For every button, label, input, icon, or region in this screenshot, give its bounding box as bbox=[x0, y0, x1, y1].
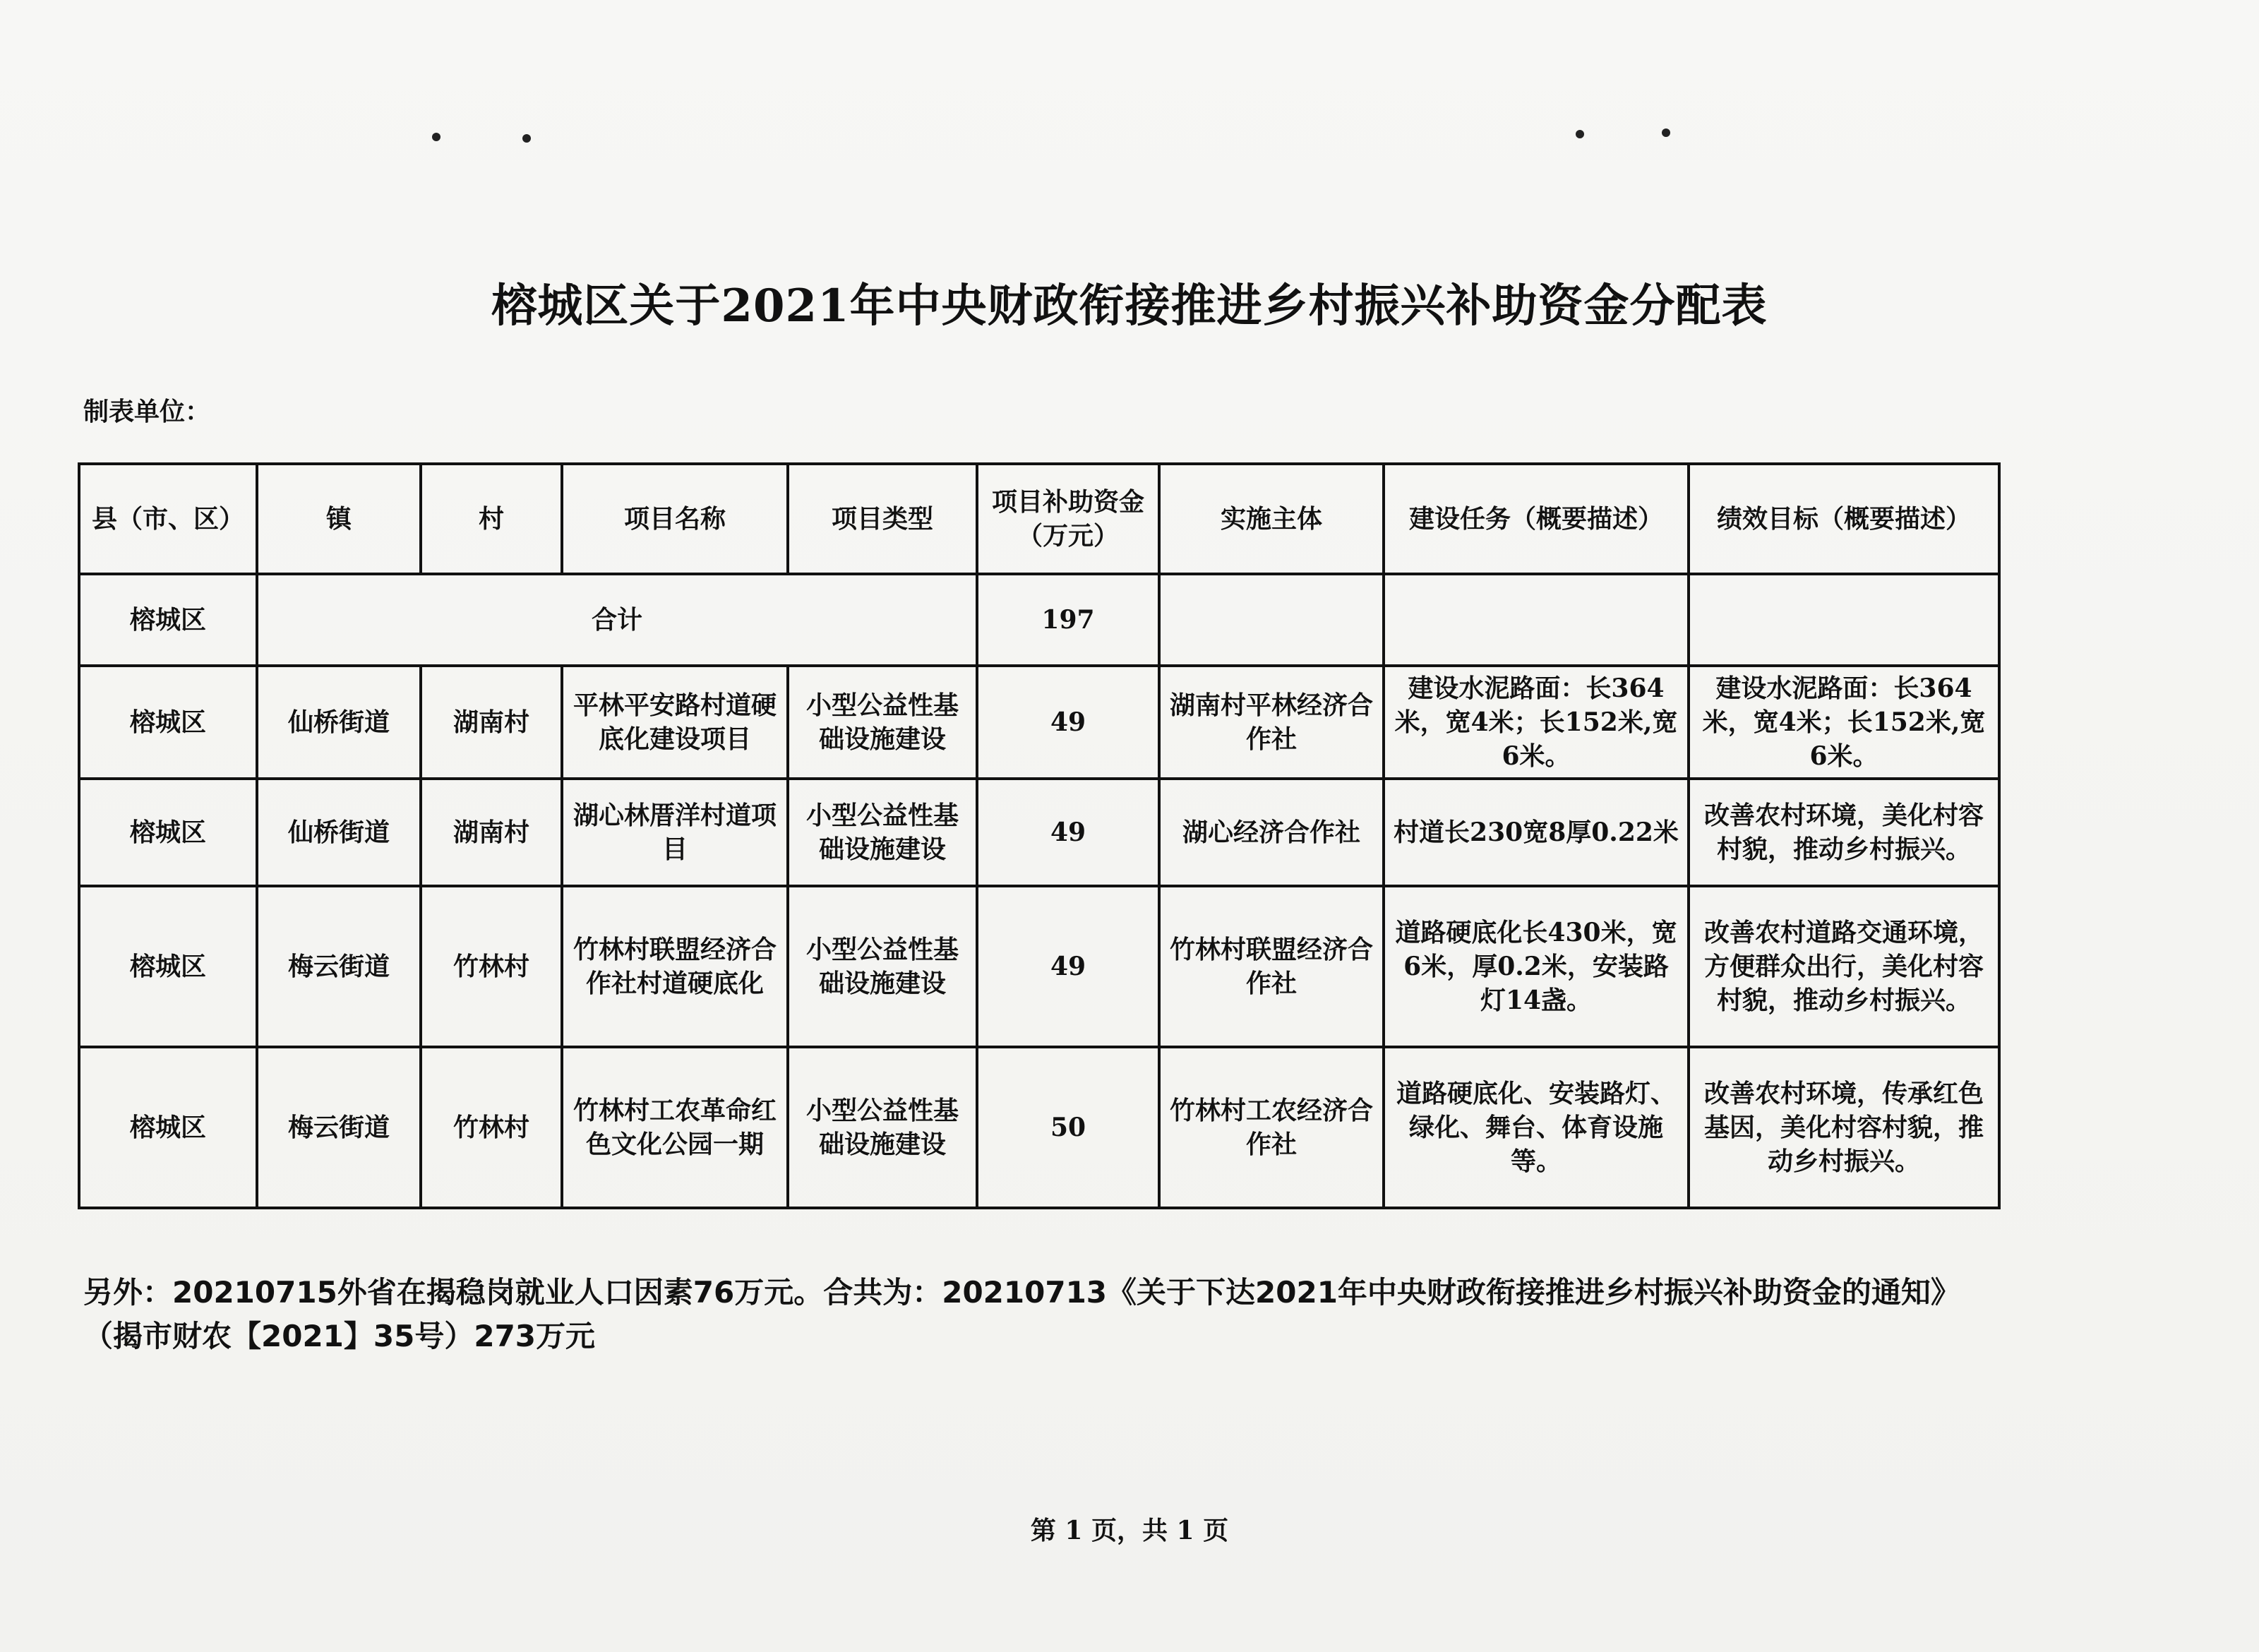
cell-funding: 50 bbox=[977, 1047, 1159, 1208]
scan-speck bbox=[1576, 130, 1584, 138]
cell-project-type: 小型公益性基础设施建设 bbox=[788, 886, 977, 1047]
allocation-table bbox=[78, 462, 2001, 1209]
header-project-name: 项目名称 bbox=[562, 464, 788, 574]
cell-project-name: 竹林村工农革命红色文化公园一期 bbox=[562, 1047, 788, 1208]
cell-project-type: 小型公益性基础设施建设 bbox=[788, 1047, 977, 1208]
cell-village: 湖南村 bbox=[421, 666, 562, 779]
cell-county: 榕城区 bbox=[79, 886, 257, 1047]
cell-performance-goal: 建设水泥路面：长364米，宽4米；长152米,宽6米。 bbox=[1689, 666, 1999, 779]
total-funding: 197 bbox=[977, 574, 1159, 666]
table-header-row bbox=[79, 464, 1999, 574]
cell-implementer: 竹林村工农经济合作社 bbox=[1159, 1047, 1384, 1208]
cell-town: 仙桥街道 bbox=[257, 666, 421, 779]
cell-performance-goal: 改善农村道路交通环境，方便群众出行，美化村容村貌，推动乡村振兴。 bbox=[1689, 886, 1999, 1047]
cell-village: 竹林村 bbox=[421, 886, 562, 1047]
table-total-row bbox=[79, 574, 1999, 666]
cell-project-type: 小型公益性基础设施建设 bbox=[788, 666, 977, 779]
cell-town: 仙桥街道 bbox=[257, 779, 421, 886]
total-empty-cell bbox=[1689, 574, 1999, 666]
cell-project-name: 湖心林厝洋村道项目 bbox=[562, 779, 788, 886]
cell-town: 梅云街道 bbox=[257, 1047, 421, 1208]
cell-funding: 49 bbox=[977, 666, 1159, 779]
cell-construction-task: 村道长230宽8厚0.22米 bbox=[1384, 779, 1689, 886]
cell-construction-task: 道路硬底化、安装路灯、绿化、舞台、体育设施等。 bbox=[1384, 1047, 1689, 1208]
table-row bbox=[79, 779, 1999, 886]
cell-village: 竹林村 bbox=[421, 1047, 562, 1208]
cell-implementer: 竹林村联盟经济合作社 bbox=[1159, 886, 1384, 1047]
scan-speck bbox=[522, 134, 531, 143]
cell-town: 梅云街道 bbox=[257, 886, 421, 1047]
cell-project-name: 平林平安路村道硬底化建设项目 bbox=[562, 666, 788, 779]
footnote: 另外：20210715外省在揭稳岗就业人口因素76万元。合共为：20210713《关于下达2021年中央财政衔接推进乡村振兴补助资金的通知》（揭市财农【2021】35号）273万元 bbox=[83, 1275, 1960, 1353]
table-row bbox=[79, 886, 1999, 1047]
unit-label: 制表单位： bbox=[83, 397, 211, 426]
cell-project-name: 竹林村联盟经济合作社村道硬底化 bbox=[562, 886, 788, 1047]
cell-performance-goal: 改善农村环境，美化村容村貌，推动乡村振兴。 bbox=[1689, 779, 1999, 886]
cell-construction-task: 道路硬底化长430米，宽6米，厚0.2米，安装路灯14盏。 bbox=[1384, 886, 1689, 1047]
total-empty-cell bbox=[1384, 574, 1689, 666]
cell-county: 榕城区 bbox=[79, 666, 257, 779]
header-county: 县（市、区） bbox=[79, 464, 257, 574]
header-village: 村 bbox=[421, 464, 562, 574]
cell-performance-goal: 改善农村环境，传承红色基因，美化村容村貌，推动乡村振兴。 bbox=[1689, 1047, 1999, 1208]
cell-county: 榕城区 bbox=[79, 779, 257, 886]
header-construction-task: 建设任务（概要描述） bbox=[1384, 464, 1689, 574]
cell-implementer: 湖心经济合作社 bbox=[1159, 779, 1384, 886]
table-row bbox=[79, 666, 1999, 779]
cell-funding: 49 bbox=[977, 886, 1159, 1047]
document-title: 榕城区关于2021年中央财政衔接推进乡村振兴补助资金分配表 bbox=[491, 280, 1768, 333]
total-empty-cell bbox=[1159, 574, 1384, 666]
scan-speck bbox=[432, 133, 441, 141]
header-performance-goal: 绩效目标（概要描述） bbox=[1689, 464, 1999, 574]
total-county: 榕城区 bbox=[79, 574, 257, 666]
header-implementer: 实施主体 bbox=[1159, 464, 1384, 574]
cell-construction-task: 建设水泥路面：长364米，宽4米；长152米,宽6米。 bbox=[1384, 666, 1689, 779]
header-town: 镇 bbox=[257, 464, 421, 574]
header-funding: 项目补助资金（万元） bbox=[977, 464, 1159, 574]
header-project-type: 项目类型 bbox=[788, 464, 977, 574]
cell-funding: 49 bbox=[977, 779, 1159, 886]
cell-project-type: 小型公益性基础设施建设 bbox=[788, 779, 977, 886]
cell-village: 湖南村 bbox=[421, 779, 562, 886]
table-row bbox=[79, 1047, 1999, 1208]
scan-speck bbox=[1662, 128, 1670, 137]
cell-county: 榕城区 bbox=[79, 1047, 257, 1208]
cell-implementer: 湖南村平林经济合作社 bbox=[1159, 666, 1384, 779]
total-label: 合计 bbox=[257, 574, 977, 666]
page-number: 第 1 页，共 1 页 bbox=[1030, 1516, 1229, 1545]
